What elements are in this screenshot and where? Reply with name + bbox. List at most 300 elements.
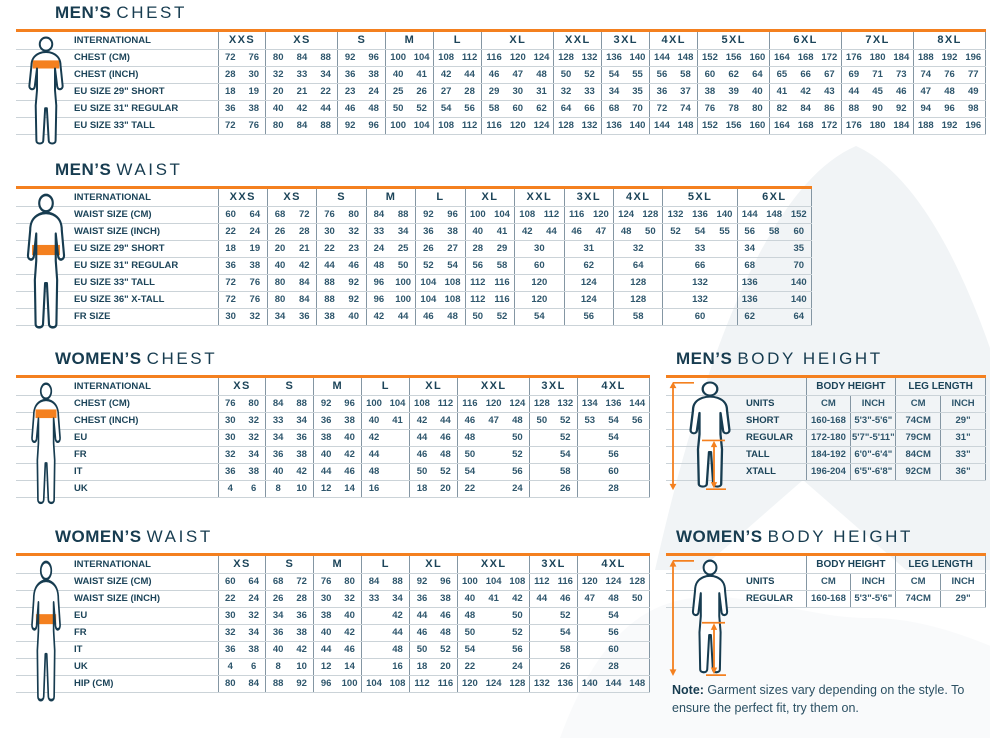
size-cell: 180 xyxy=(866,117,890,134)
size-cell: 176 xyxy=(842,117,866,134)
size-cell xyxy=(482,658,506,675)
size-cell xyxy=(482,624,506,641)
size-cell: 112 xyxy=(539,206,564,223)
size-cell: 120 xyxy=(515,291,564,308)
size-cell xyxy=(530,446,554,463)
size-row xyxy=(16,66,986,83)
size-cell: 46 xyxy=(564,223,589,240)
size-cell: 116 xyxy=(554,573,578,590)
size-cell: 45 xyxy=(866,83,890,100)
size-cell: 40 xyxy=(362,412,386,429)
size-cell: 34 xyxy=(267,308,292,325)
size-cell: 36 xyxy=(416,223,441,240)
size-cell: 20 xyxy=(266,83,290,100)
row-label: WAIST SIZE (INCH) xyxy=(72,590,218,607)
title-bold: WOMEN’S xyxy=(676,527,763,546)
size-cell: 192 xyxy=(938,49,962,66)
span-header: LEG LENGTH xyxy=(896,556,986,573)
size-cell: 80 xyxy=(242,395,266,412)
size-group-header: XXL xyxy=(458,378,530,395)
size-cell: 88 xyxy=(314,117,338,134)
size-cell: 44 xyxy=(539,223,564,240)
womens-waist-table xyxy=(16,556,650,693)
size-cell: 132 xyxy=(663,291,737,308)
size-cell: 64 xyxy=(614,257,663,274)
size-cell: 53 xyxy=(578,412,602,429)
size-cell: 108 xyxy=(434,49,458,66)
size-cell: 54 xyxy=(440,257,465,274)
size-cell: 144 xyxy=(650,49,674,66)
size-cell: 96 xyxy=(362,117,386,134)
size-cell xyxy=(386,463,410,480)
row-label: CHEST (INCH) xyxy=(72,66,218,83)
size-cell: 172 xyxy=(818,117,842,134)
size-cell: 80 xyxy=(746,100,770,117)
size-cell: 22 xyxy=(314,83,338,100)
size-cell xyxy=(362,607,386,624)
size-cell: 38 xyxy=(243,257,268,274)
size-row xyxy=(16,446,650,463)
size-cell: 36 xyxy=(218,463,242,480)
size-cell: 60 xyxy=(218,206,243,223)
size-cell: 54 xyxy=(554,624,578,641)
section-title xyxy=(55,160,812,180)
size-cell: 6 xyxy=(242,480,266,497)
row-label: IT xyxy=(72,463,218,480)
size-cell: 124 xyxy=(530,49,554,66)
size-cell: 120 xyxy=(506,49,530,66)
row-label: CHEST (CM) xyxy=(72,395,218,412)
size-cell: 40 xyxy=(342,308,367,325)
size-cell: 46 xyxy=(338,641,362,658)
size-cell: 144 xyxy=(625,395,649,412)
size-group-header: 7XL xyxy=(842,32,914,49)
size-cell xyxy=(482,641,506,658)
size-cell: 58 xyxy=(762,223,787,240)
size-cell: 120 xyxy=(482,395,506,412)
size-cell: 37 xyxy=(674,83,698,100)
size-cell: 56 xyxy=(578,446,650,463)
title-bold: WOMEN’S xyxy=(55,527,142,546)
size-cell: 140 xyxy=(626,117,650,134)
size-cell xyxy=(530,480,554,497)
size-cell: 56 xyxy=(506,463,530,480)
size-cell: 41 xyxy=(410,66,434,83)
row-label: EU SIZE 29" SHORT xyxy=(72,83,218,100)
size-cell: 52 xyxy=(506,446,530,463)
size-cell xyxy=(530,624,554,641)
size-cell: 41 xyxy=(770,83,794,100)
height-cell: 5'3"-5'6" xyxy=(851,590,896,607)
size-cell: 38 xyxy=(290,624,314,641)
size-cell: 36 xyxy=(266,624,290,641)
size-cell: 94 xyxy=(914,100,938,117)
size-cell: 140 xyxy=(626,49,650,66)
size-cell: 96 xyxy=(366,274,391,291)
womens-waist-section xyxy=(16,527,650,693)
size-cell: 46 xyxy=(410,446,434,463)
size-cell: 56 xyxy=(737,223,762,240)
size-cell: 50 xyxy=(458,446,482,463)
row-label: CHEST (CM) xyxy=(72,49,218,66)
size-cell: 40 xyxy=(314,624,338,641)
size-cell xyxy=(362,624,386,641)
size-cell: 38 xyxy=(362,66,386,83)
size-cell: 14 xyxy=(338,480,362,497)
size-cell: 72 xyxy=(218,274,243,291)
size-cell: 144 xyxy=(602,675,626,692)
size-cell: 24 xyxy=(243,223,268,240)
size-cell: 84 xyxy=(290,49,314,66)
size-row xyxy=(16,83,986,100)
section-title xyxy=(55,349,650,369)
size-group-header: 4XL xyxy=(614,189,663,206)
size-cell: 108 xyxy=(506,573,530,590)
size-cell: 108 xyxy=(440,291,465,308)
size-cell: 38 xyxy=(242,463,266,480)
size-cell: 24 xyxy=(506,658,530,675)
size-cell: 56 xyxy=(625,412,649,429)
size-cell: 38 xyxy=(314,429,338,446)
size-cell: 42 xyxy=(410,412,434,429)
size-row xyxy=(16,206,812,223)
unit-cell: INCH xyxy=(941,573,986,590)
size-cell: 38 xyxy=(242,641,266,658)
mens-chest-section xyxy=(16,3,986,135)
size-cell: 28 xyxy=(458,83,482,100)
size-cell: 84 xyxy=(366,206,391,223)
size-cell: 96 xyxy=(338,395,362,412)
size-cell: 64 xyxy=(746,66,770,83)
size-cell: 64 xyxy=(554,100,578,117)
size-cell: 38 xyxy=(317,308,342,325)
size-cell: 112 xyxy=(458,117,482,134)
size-cell: 144 xyxy=(737,206,762,223)
size-cell: 44 xyxy=(410,607,434,624)
size-cell: 54 xyxy=(578,429,650,446)
size-cell: 10 xyxy=(290,480,314,497)
size-cell: 62 xyxy=(722,66,746,83)
size-cell xyxy=(386,429,410,446)
size-cell: 54 xyxy=(458,463,482,480)
size-cell: 192 xyxy=(938,117,962,134)
height-cell: 6'0"-6'4" xyxy=(851,446,896,463)
height-cell: 36" xyxy=(941,463,986,480)
size-cell: 28 xyxy=(578,480,650,497)
size-cell: 100 xyxy=(386,117,410,134)
row-label: FR xyxy=(72,446,218,463)
size-cell: 196 xyxy=(962,117,986,134)
size-cell: 112 xyxy=(530,573,554,590)
size-cell: 55 xyxy=(626,66,650,83)
size-cell: 30 xyxy=(506,83,530,100)
size-cell: 50 xyxy=(506,429,530,446)
size-cell: 152 xyxy=(698,49,722,66)
size-cell: 100 xyxy=(386,49,410,66)
row-label: WAIST SIZE (INCH) xyxy=(72,223,218,240)
size-cell: 52 xyxy=(434,641,458,658)
size-cell: 26 xyxy=(554,658,578,675)
size-cell: 112 xyxy=(465,291,490,308)
size-cell: 32 xyxy=(554,83,578,100)
size-cell: 120 xyxy=(506,117,530,134)
header-row xyxy=(16,32,986,49)
size-cell: 80 xyxy=(267,291,292,308)
size-cell: 104 xyxy=(410,49,434,66)
row-label: EU SIZE 29" SHORT xyxy=(72,240,218,257)
row-label: EU xyxy=(72,607,218,624)
size-cell: 98 xyxy=(962,100,986,117)
size-cell: 50 xyxy=(410,641,434,658)
size-cell: 104 xyxy=(482,573,506,590)
size-cell: 24 xyxy=(362,83,386,100)
row-label: HIP (CM) xyxy=(72,675,218,692)
size-group-header: XXS xyxy=(218,189,267,206)
size-cell: 38 xyxy=(290,446,314,463)
size-cell: 30 xyxy=(218,429,242,446)
size-cell: 25 xyxy=(391,240,416,257)
size-group-header: M xyxy=(314,378,362,395)
size-cell xyxy=(762,291,787,308)
height-cell: 92CM xyxy=(896,463,941,480)
size-cell: 148 xyxy=(674,49,698,66)
size-cell: 56 xyxy=(578,624,650,641)
size-cell: 168 xyxy=(794,117,818,134)
size-cell: 74 xyxy=(674,100,698,117)
size-cell: 88 xyxy=(317,274,342,291)
size-cell: 60 xyxy=(578,641,650,658)
size-cell: 44 xyxy=(314,641,338,658)
size-cell: 16 xyxy=(362,480,386,497)
size-cell: 56 xyxy=(458,100,482,117)
mens-waist-table xyxy=(16,189,812,326)
corner-label: INTERNATIONAL xyxy=(72,378,218,395)
size-cell: 54 xyxy=(515,308,564,325)
size-cell: 82 xyxy=(770,100,794,117)
height-cell: 31" xyxy=(941,429,986,446)
size-cell: 48 xyxy=(530,66,554,83)
size-cell: 76 xyxy=(243,274,268,291)
size-cell: 104 xyxy=(362,675,386,692)
size-row xyxy=(16,429,650,446)
row-label: REGULAR xyxy=(744,429,806,446)
size-cell: 80 xyxy=(342,206,367,223)
size-cell: 42 xyxy=(386,607,410,624)
size-group-header: XXL xyxy=(554,32,602,49)
size-cell: 27 xyxy=(434,83,458,100)
size-cell: 128 xyxy=(614,291,663,308)
size-cell: 132 xyxy=(663,274,737,291)
height-cell: 84CM xyxy=(896,446,941,463)
size-cell: 128 xyxy=(625,573,649,590)
size-cell: 46 xyxy=(482,66,506,83)
size-cell: 108 xyxy=(434,117,458,134)
size-cell: 108 xyxy=(440,274,465,291)
size-cell: 22 xyxy=(218,223,243,240)
size-cell: 60 xyxy=(787,223,812,240)
size-row xyxy=(16,117,986,134)
size-cell: 50 xyxy=(391,257,416,274)
size-cell: 8 xyxy=(266,480,290,497)
size-cell: 41 xyxy=(490,223,515,240)
size-cell: 60 xyxy=(578,463,650,480)
size-cell: 34 xyxy=(314,66,338,83)
size-cell: 40 xyxy=(338,607,362,624)
size-cell: 42 xyxy=(292,257,317,274)
size-row xyxy=(16,658,650,675)
size-cell: 148 xyxy=(674,117,698,134)
size-cell: 4 xyxy=(218,658,242,675)
size-cell: 116 xyxy=(564,206,589,223)
size-cell: 32 xyxy=(243,308,268,325)
size-cell xyxy=(762,240,787,257)
size-cell: 22 xyxy=(458,480,482,497)
size-group-header: 5XL xyxy=(663,189,737,206)
size-cell: 50 xyxy=(638,223,663,240)
size-cell: 64 xyxy=(242,573,266,590)
male-figure-chest-icon xyxy=(22,36,70,148)
row-label: UK xyxy=(72,658,218,675)
size-cell: 42 xyxy=(338,624,362,641)
size-cell: 19 xyxy=(242,83,266,100)
size-cell: 36 xyxy=(410,590,434,607)
size-cell: 33 xyxy=(663,240,737,257)
row-label: EU SIZE 33" TALL xyxy=(72,117,218,134)
size-cell: 30 xyxy=(242,66,266,83)
row-label: EU SIZE 31" REGULAR xyxy=(72,100,218,117)
size-cell: 92 xyxy=(890,100,914,117)
size-row xyxy=(16,395,650,412)
size-cell: 88 xyxy=(290,395,314,412)
title-light: BODY HEIGHT xyxy=(737,349,883,368)
unit-cell: CM xyxy=(896,395,941,412)
size-cell: 52 xyxy=(554,412,578,429)
size-cell: 31 xyxy=(564,240,613,257)
size-cell: 10 xyxy=(290,658,314,675)
size-cell: 48 xyxy=(458,607,482,624)
size-cell: 96 xyxy=(362,49,386,66)
size-cell: 47 xyxy=(506,66,530,83)
size-cell: 68 xyxy=(266,573,290,590)
size-cell: 46 xyxy=(554,590,578,607)
size-cell: 40 xyxy=(386,66,410,83)
size-cell xyxy=(482,429,506,446)
row-label: XTALL xyxy=(744,463,806,480)
size-cell: 33 xyxy=(366,223,391,240)
size-cell: 86 xyxy=(818,100,842,117)
size-cell: 128 xyxy=(614,274,663,291)
size-cell: 77 xyxy=(962,66,986,83)
height-cell: 160-168 xyxy=(806,412,851,429)
size-cell: 42 xyxy=(362,429,386,446)
row-label: WAIST SIZE (CM) xyxy=(72,573,218,590)
size-cell: 92 xyxy=(338,49,362,66)
size-cell: 16 xyxy=(386,658,410,675)
size-cell: 124 xyxy=(614,206,639,223)
title-light: WAIST xyxy=(146,527,213,546)
size-group-header: 4XL xyxy=(578,556,650,573)
size-group-header: L xyxy=(434,32,482,49)
size-cell: 26 xyxy=(554,480,578,497)
units-label: UNITS xyxy=(744,573,806,590)
size-cell: 30 xyxy=(515,240,564,257)
size-cell: 26 xyxy=(266,590,290,607)
size-cell: 104 xyxy=(490,206,515,223)
size-cell: 104 xyxy=(416,291,441,308)
section-title xyxy=(55,527,650,547)
size-cell: 180 xyxy=(866,49,890,66)
span-header: LEG LENGTH xyxy=(896,378,986,395)
size-cell: 32 xyxy=(218,624,242,641)
size-cell: 34 xyxy=(386,590,410,607)
note-text: Garment sizes vary depending on the style. To ensure the perfect fit, try them on. xyxy=(672,683,965,715)
size-cell: 47 xyxy=(482,412,506,429)
size-cell: 48 xyxy=(614,223,639,240)
size-cell: 34 xyxy=(242,446,266,463)
size-cell: 34 xyxy=(290,412,314,429)
size-cell: 128 xyxy=(530,395,554,412)
size-cell: 20 xyxy=(267,240,292,257)
row-label: FR xyxy=(72,624,218,641)
size-cell xyxy=(362,641,386,658)
size-cell: 80 xyxy=(266,49,290,66)
size-cell: 136 xyxy=(602,395,626,412)
corner-label: INTERNATIONAL xyxy=(72,189,218,206)
size-cell: 20 xyxy=(434,480,458,497)
size-group-header: L xyxy=(362,556,410,573)
size-cell: 23 xyxy=(338,83,362,100)
row-label: EU SIZE 36" X-TALL xyxy=(72,291,218,308)
size-cell: 40 xyxy=(458,590,482,607)
size-cell: 30 xyxy=(317,223,342,240)
size-cell xyxy=(482,607,506,624)
size-cell: 41 xyxy=(386,412,410,429)
size-cell: 32 xyxy=(242,607,266,624)
size-cell: 76 xyxy=(698,100,722,117)
unit-cell: INCH xyxy=(851,573,896,590)
size-cell: 120 xyxy=(589,206,614,223)
size-cell: 65 xyxy=(770,66,794,83)
size-cell: 44 xyxy=(842,83,866,100)
size-cell: 54 xyxy=(458,641,482,658)
size-cell: 71 xyxy=(866,66,890,83)
size-cell: 140 xyxy=(787,291,812,308)
size-group-header: L xyxy=(416,189,465,206)
size-cell: 50 xyxy=(386,100,410,117)
size-cell: 44 xyxy=(362,446,386,463)
size-cell: 96 xyxy=(434,573,458,590)
size-cell: 164 xyxy=(770,49,794,66)
size-group-header: XL xyxy=(482,32,554,49)
size-cell: 140 xyxy=(712,206,737,223)
height-cell: 160-168 xyxy=(806,590,851,607)
size-cell: 84 xyxy=(266,395,290,412)
size-cell: 136 xyxy=(737,274,762,291)
size-cell: 152 xyxy=(698,117,722,134)
size-cell: 50 xyxy=(554,66,578,83)
size-cell: 120 xyxy=(458,675,482,692)
size-cell: 104 xyxy=(386,395,410,412)
size-group-header: S xyxy=(338,32,386,49)
size-cell: 21 xyxy=(292,240,317,257)
size-cell: 52 xyxy=(490,308,515,325)
row-label: EU SIZE 33" TALL xyxy=(72,274,218,291)
header-row xyxy=(16,378,650,395)
size-cell: 72 xyxy=(218,117,242,134)
size-cell: 44 xyxy=(314,463,338,480)
size-cell: 36 xyxy=(218,100,242,117)
size-group-header: XL xyxy=(410,556,458,573)
